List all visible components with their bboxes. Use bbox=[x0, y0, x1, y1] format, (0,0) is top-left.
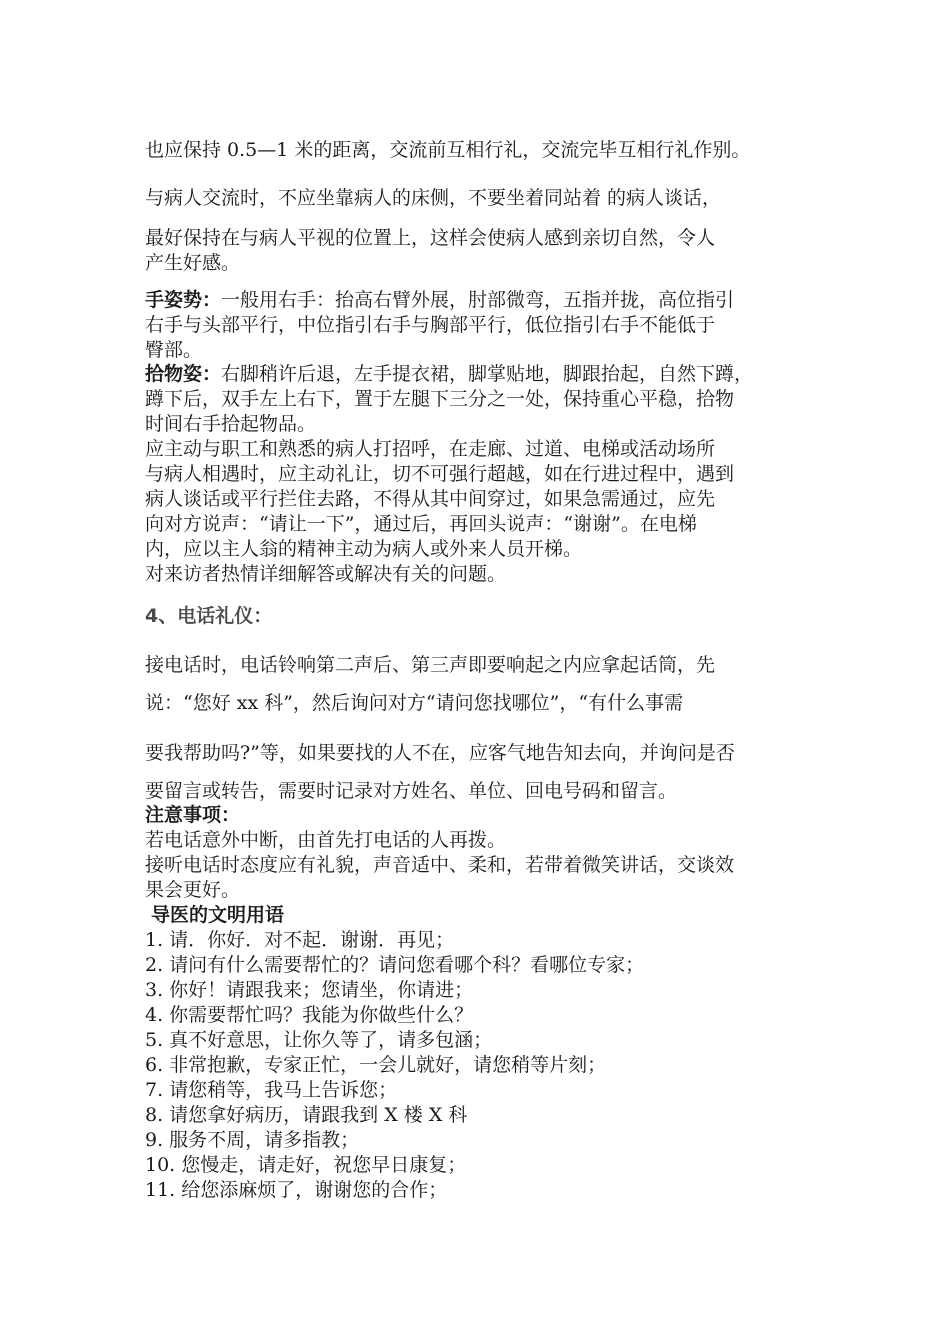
phrase-item: 7. 请您稍等，我马上告诉您； bbox=[145, 1079, 398, 1101]
phrases-heading: 导医的文明用语 bbox=[151, 904, 285, 926]
intro-line-4: 产生好感。 bbox=[145, 252, 241, 274]
phrase-item: 1. 请．你好．对不起．谢谢．再见； bbox=[145, 929, 455, 951]
phrase-item: 2. 请问有什么需要帮忙的？请问您看哪个科？看哪位专家； bbox=[145, 954, 645, 976]
pickup-line-2: 蹲下后，双手左上右下，置于左腿下三分之一处，保持重心平稳，拾物 bbox=[145, 388, 735, 410]
phrase-item: 11. 给您添麻烦了，谢谢您的合作； bbox=[145, 1179, 448, 1201]
greeting-line-2: 与病人相遇时，应主动礼让，切不可强行超越，如在行进过程中，遇到 bbox=[145, 463, 735, 485]
phrase-item: 4. 你需要帮忙吗？我能为你做些什么？ bbox=[145, 1004, 474, 1026]
pickup-line-3: 时间右手拾起物品。 bbox=[145, 413, 317, 435]
greeting-line-6: 对来访者热情详细解答或解决有关的问题。 bbox=[145, 563, 507, 585]
intro-line-2: 与病人交流时，不应坐靠病人的床侧，不要坐着同站着 的病人谈话， bbox=[145, 187, 722, 209]
greeting-line-3: 病人谈话或平行拦住去路，不得从其中间穿过，如果急需通过，应先 bbox=[145, 488, 716, 510]
greeting-line-5: 内，应以主人翁的精神主动为病人或外来人员开梯。 bbox=[145, 538, 583, 560]
phrase-item: 8. 请您拿好病历，请跟我到 X 楼 X 科 bbox=[145, 1104, 468, 1126]
phrase-item: 6. 非常抱歉，专家正忙，一会儿就好，请您稍等片刻； bbox=[145, 1054, 607, 1076]
phone-line-2: 说：“您好 xx 科”，然后询问对方“请问您找哪位”，“有什么事需 bbox=[145, 692, 684, 714]
notes-line-1: 若电话意外中断，由首先打电话的人再拨。 bbox=[145, 829, 507, 851]
gesture-label: 手姿势： bbox=[145, 289, 222, 311]
phrase-item: 3. 你好！请跟我来；您请坐，你请进； bbox=[145, 979, 474, 1001]
phone-heading: 4、电话礼仪： bbox=[145, 605, 273, 627]
phrase-item: 5. 真不好意思，让你久等了，请多包涵； bbox=[145, 1029, 493, 1051]
notes-heading: 注意事项： bbox=[145, 804, 241, 826]
gesture-line-3: 臀部。 bbox=[145, 339, 203, 361]
gesture-line-2: 右手与头部平行，中位指引右手与胸部平行，低位指引右手不能低于 bbox=[145, 314, 716, 336]
pickup-line-1 bbox=[145, 362, 753, 386]
phrase-item: 10. 您慢走，请走好，祝您早日康复； bbox=[145, 1154, 467, 1176]
greeting-line-4: 向对方说声：“请让一下”，通过后，再回头说声：“谢谢”。在电梯 bbox=[145, 513, 697, 535]
notes-line-2: 接听电话时态度应有礼貌，声音适中、柔和，若带着微笑讲话，交谈效 bbox=[145, 854, 735, 876]
phone-line-1: 接电话时，电话铃响第二声后、第三声即要响起之内应拿起话筒，先 bbox=[145, 654, 716, 676]
intro-line-1: 也应保持 0.5—1 米的距离，交流前互相行礼，交流完毕互相行礼作别。 bbox=[145, 139, 751, 161]
greeting-line-1: 应主动与职工和熟悉的病人打招呼，在走廊、过道、电梯或活动场所 bbox=[145, 438, 716, 460]
gesture-line-1 bbox=[145, 288, 734, 312]
phrase-item: 9. 服务不周，请多指教； bbox=[145, 1129, 360, 1151]
phone-line-4: 要留言或转告，需要时记录对方姓名、单位、回电号码和留言。 bbox=[145, 780, 678, 802]
intro-line-3: 最好保持在与病人平视的位置上，这样会使病人感到亲切自然，令人 bbox=[145, 227, 716, 249]
gesture-text-1: 一般用右手：抬高右臂外展，肘部微弯，五指并拢，高位指引 bbox=[221, 289, 735, 311]
pickup-text-1: 右脚稍许后退，左手提衣裙，脚掌贴地，脚跟抬起，自然下蹲， bbox=[221, 363, 754, 385]
pickup-label: 拾物姿： bbox=[145, 363, 222, 385]
phone-line-3: 要我帮助吗?”等，如果要找的人不在，应客气地告知去向，并询问是否 bbox=[145, 742, 735, 764]
notes-line-3: 果会更好。 bbox=[145, 879, 241, 901]
